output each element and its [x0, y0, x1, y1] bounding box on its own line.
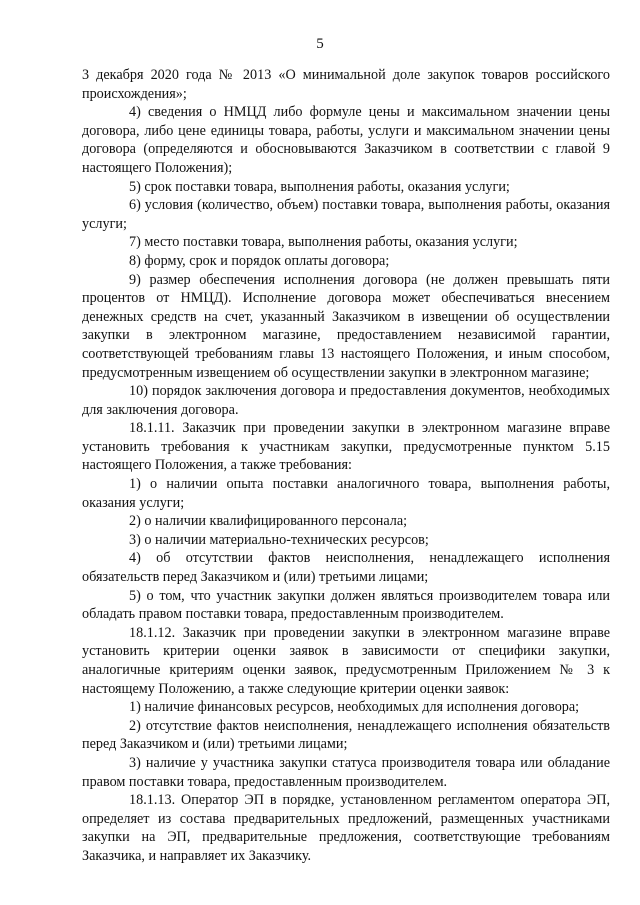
- paragraph-continuation: 3 декабря 2020 года № 2013 «О минимальной доле закупок товаров российского происхождения»;: [82, 67, 610, 102]
- paragraph-requirement-2: 2) о наличии квалифицированного персонала;: [129, 513, 408, 530]
- paragraph-clause-18-1-13: 18.1.13. Оператор ЭП в порядке, установленном регламентом оператора ЭП, определяет из состава предварительных предложений, размещенных участниками закупки на ЭП, предварительные предложения, соответствующие требованиям Заказчика, и направляет их Заказчику.: [82, 792, 610, 864]
- paragraph-item-6: 6) условия (количество, объем) поставки товара, выполнения работы, оказания услуги;: [82, 197, 610, 232]
- document-body: [82, 66, 610, 866]
- paragraph-requirement-3: 3) о наличии материально-технических ресурсов;: [129, 531, 429, 548]
- paragraph-criterion-2: 2) отсутствие фактов неисполнения, ненадлежащего исполнения обязательств перед Заказчиком и (или) третьими лицами;: [82, 717, 610, 753]
- paragraph-criterion-3: 3) наличие у участника закупки статуса производителя товара или обладание правом поставки товара, предоставленным производителем.: [82, 754, 610, 790]
- paragraph-item-7: 7) место поставки товара, выполнения работы, оказания услуги;: [129, 234, 518, 251]
- paragraph-requirement-5: 5) о том, что участник закупки должен являться производителем товара или обладать правом поставки товара, предоставленным производителем.: [82, 587, 610, 623]
- paragraph-item-10: 10) порядок заключения договора и предоставления документов, необходимых для заключения договора.: [82, 383, 610, 418]
- paragraph-requirement-4: 4) об отсутствии фактов неисполнения, ненадлежащего исполнения обязательств перед Заказчиком и (или) третьими лицами;: [82, 550, 610, 586]
- paragraph-criterion-1: 1) наличие финансовых ресурсов, необходимых для исполнения договора;: [129, 699, 580, 716]
- paragraph-item-4: 4) сведения о НМЦД либо формуле цены и максимальном значении цены договора, либо цене единицы товара, работы, услуги и максимальном значении цены договора (определяются и обосновываются Заказчиком в соответствии с главой 9 настоящего Положения);: [82, 104, 610, 176]
- paragraph-requirement-1: 1) о наличии опыта поставки аналогичного товара, выполнения работы, оказания услуги;: [82, 476, 610, 511]
- paragraph-item-8: 8) форму, срок и порядок оплаты договора;: [129, 252, 390, 269]
- paragraph-clause-18-1-12: 18.1.12. Заказчик при проведении закупки в электронном магазине вправе установить критерии оценки заявок в зависимости от специфики закупки, аналогичные критериям оценки заявок, предусмотренным Приложением № 3 к настоящему Положению, а также следующие критерии оценки заявок:: [82, 624, 610, 697]
- paragraph-item-9: 9) размер обеспечения исполнения договора (не должен превышать пяти процентов от НМЦД). Исполнение договора может обеспечиваться внесением денежных средств на счет, указанный Заказчиком в извещении об осуществлении закупки в электронном магазине, предоставлением независимой гарантии, соответствующей требованиям главы 13 настоящего Положения, и иным способом, предусмотренным извещением об осуществлении закупки в электронном магазине;: [82, 271, 610, 381]
- page-number: 5: [316, 36, 324, 52]
- paragraph-clause-18-1-11: 18.1.11. Заказчик при проведении закупки в электронном магазине вправе установить требования к участникам закупки, предусмотренные пунктом 5.15 настоящего Положения, а также требования:: [82, 420, 610, 474]
- paragraph-item-5: 5) срок поставки товара, выполнения работы, оказания услуги;: [129, 178, 510, 195]
